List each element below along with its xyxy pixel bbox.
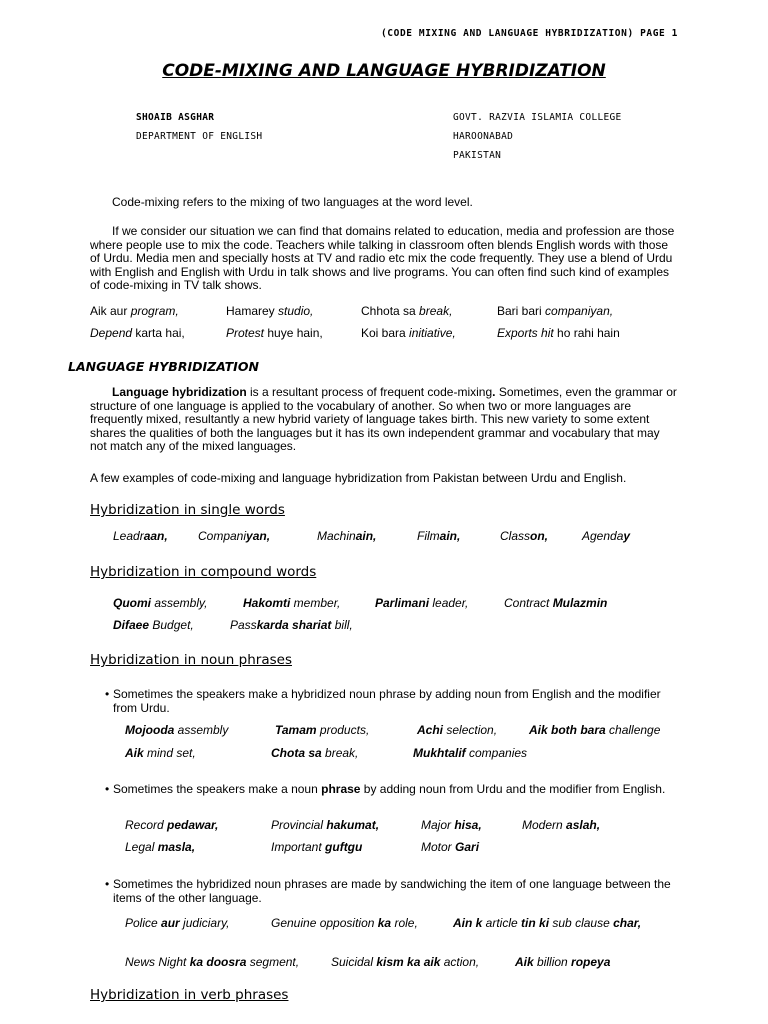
- author-college: GOVT. RAZVIA ISLAMIA COLLEGE: [453, 112, 622, 123]
- subheading-single-words: Hybridization in single words: [90, 502, 285, 518]
- bullet-icon: •: [105, 877, 110, 891]
- hybridization-paragraph-2: A few examples of code-mixing and language hybridization from Pakistan between Urdu and English.: [90, 471, 627, 485]
- subheading-verb-phrases: Hybridization in verb phrases: [90, 987, 289, 1003]
- example-item: Legal masla,: [125, 840, 196, 854]
- example-item: Koi bara initiative,: [361, 326, 456, 340]
- example-item: Aik aur program,: [90, 304, 179, 318]
- example-item: Major hisa,: [421, 818, 482, 832]
- example-item: Ain k article tin ki sub clause char,: [453, 916, 642, 930]
- author-department: DEPARTMENT OF ENGLISH: [136, 131, 263, 142]
- example-item: Chhota sa break,: [361, 304, 453, 318]
- example-item: Aik mind set,: [125, 746, 196, 760]
- author-name: SHOAIB ASGHAR: [136, 112, 215, 123]
- example-item: Companiyan,: [198, 529, 271, 543]
- example-item: Filmain,: [417, 529, 461, 543]
- author-city: HAROONABAD: [453, 131, 514, 142]
- bullet-icon: •: [105, 687, 110, 701]
- example-item: Tamam products,: [275, 723, 370, 737]
- example-item: Leadraan,: [113, 529, 168, 543]
- example-item: Aik billion ropeya: [515, 955, 611, 969]
- hybridization-paragraph-1: Language hybridization is a resultant process of frequent code-mixing. Sometimes, even the grammar or structure of one language is applied to the vocabulary of another. So when two or more languages are frequently mixed, resultantly a new hybrid variety of language takes birth. This new variety to some extent shares the qualities of both the languages but it has its own independent grammar and vocabulary that may not match any of the mixed languages.: [90, 385, 677, 454]
- author-country: PAKISTAN: [453, 150, 502, 161]
- running-header: (CODE MIXING AND LANGUAGE HYBRIDIZATION) PAGE 1: [380, 28, 678, 39]
- example-item: Provincial hakumat,: [271, 818, 380, 832]
- example-item: Aik both bara challenge: [529, 723, 661, 737]
- example-item: Genuine opposition ka role,: [271, 916, 418, 930]
- example-item: Exports hit ho rahi hain: [497, 326, 620, 340]
- example-item: Achi selection,: [417, 723, 498, 737]
- example-item: Mukhtalif companies: [413, 746, 528, 760]
- example-item: Important guftgu: [271, 840, 363, 854]
- example-item: News Night ka doosra segment,: [125, 955, 300, 969]
- bullet-item: • Sometimes the hybridized noun phrases are made by sandwiching the item of one language between the items of the other language.: [105, 877, 671, 905]
- example-item: Motor Gari: [421, 840, 480, 854]
- example-item: Hamarey studio,: [226, 304, 314, 318]
- example-item: Quomi assembly,: [113, 596, 208, 610]
- example-item: Chota sa break,: [271, 746, 359, 760]
- example-item: Bari bari companiyan,: [497, 304, 614, 318]
- example-item: Contract Mulazmin: [504, 596, 608, 610]
- subheading-compound-words: Hybridization in compound words: [90, 564, 317, 580]
- example-item: Protest huye hain,: [226, 326, 323, 340]
- example-item: Suicidal kism ka aik action,: [331, 955, 480, 969]
- example-item: Depend karta hai,: [90, 326, 185, 340]
- example-item: Police aur judiciary,: [125, 916, 230, 930]
- example-item: Record pedawar,: [125, 818, 219, 832]
- example-item: Modern aslah,: [522, 818, 601, 832]
- bullet-item: • Sometimes the speakers make a noun phrase by adding noun from Urdu and the modifier from English.: [105, 782, 666, 796]
- intro-paragraph-1: Code-mixing refers to the mixing of two languages at the word level.: [112, 195, 473, 209]
- example-item: Machinain,: [317, 529, 377, 543]
- bullet-icon: •: [105, 782, 110, 796]
- example-item: Passkarda shariat bill,: [230, 618, 353, 632]
- bullet-item: • Sometimes the speakers make a hybridized noun phrase by adding noun from English and the modifier from Urdu.: [105, 687, 661, 715]
- example-item: Hakomti member,: [243, 596, 341, 610]
- section-heading-language-hybridization: LANGUAGE HYBRIDIZATION: [68, 359, 259, 374]
- example-item: Parlimani leader,: [375, 596, 469, 610]
- example-item: Mojooda assembly: [125, 723, 229, 737]
- subheading-noun-phrases: Hybridization in noun phrases: [90, 652, 292, 668]
- example-item: Difaee Budget,: [113, 618, 194, 632]
- document-title: CODE-MIXING AND LANGUAGE HYBRIDIZATION: [162, 61, 606, 81]
- intro-paragraph-2: If we consider our situation we can find that domains related to education, media and profession are those where people use to mix the code. Teachers while talking in classroom often blends English words with those of Urdu. Media men and specially hosts at TV and radio etc mix the code frequently. They use a blend of Urdu with English and English with Urdu in talk shows and live programs. You can often find such kind of examples of code-mixing in TV talk shows.: [90, 224, 675, 293]
- example-item: Agenday: [582, 529, 631, 543]
- example-item: Classon,: [500, 529, 549, 543]
